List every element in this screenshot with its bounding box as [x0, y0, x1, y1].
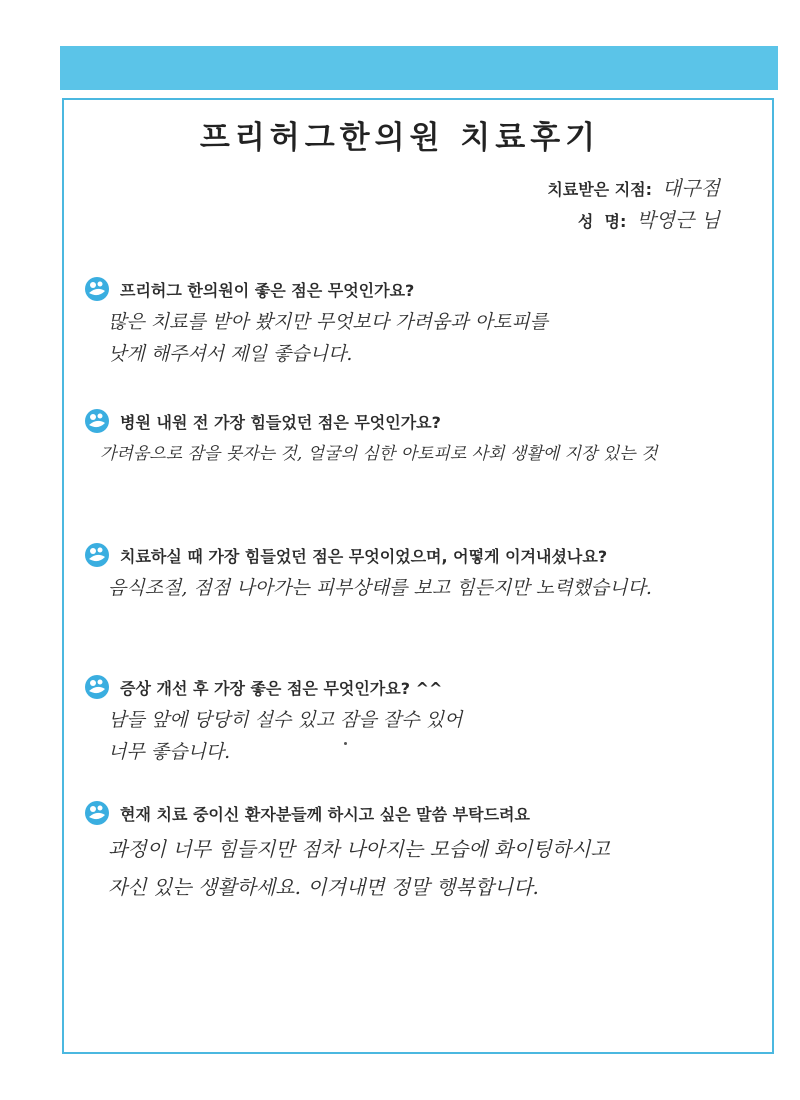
name-row	[578, 204, 720, 233]
stray-mark	[344, 742, 347, 745]
hug-logo-icon	[84, 800, 110, 826]
question-text: 프리허그 한의원이 좋은 점은 무엇인가요?	[120, 280, 415, 300]
hug-logo-icon	[84, 408, 110, 434]
answer-line: 과정이 너무 힘들지만 점차 나아지는 모습에 화이팅하시고	[108, 837, 610, 861]
branch-row	[547, 172, 720, 201]
answer-line: 낫게 해주셔서 제일 좋습니다.	[108, 343, 353, 365]
question-text: 치료하실 때 가장 힘들었던 점은 무엇이었으며, 어떻게 이겨내셨나요?	[120, 546, 608, 566]
top-color-band	[60, 46, 778, 90]
answer-line: 많은 치료를 받아 봤지만 무엇보다 가려움과 아토피를	[108, 311, 549, 333]
name-label: 성 명:	[577, 212, 627, 231]
answer-line: 자신 있는 생활하세요. 이겨내면 정말 행복합니다.	[108, 875, 539, 899]
answer-text	[108, 830, 724, 906]
hug-logo-icon	[84, 674, 110, 700]
answer-line: 너무 좋습니다.	[108, 741, 231, 763]
qa-section-5	[84, 800, 724, 906]
branch-label: 치료받은 지점:	[547, 180, 653, 199]
branch-value: 대구점	[662, 176, 720, 200]
question-text: 현재 치료 중이신 환자분들께 하시고 싶은 말씀 부탁드려요	[120, 804, 530, 824]
hug-logo-icon	[84, 542, 110, 568]
hug-logo-icon	[84, 276, 110, 302]
answer-text	[100, 438, 724, 470]
answer-line: 음식조절, 점점 나아가는 피부상태를 보고 힘든지만 노력했습니다.	[108, 577, 652, 599]
qa-section-2	[84, 408, 724, 470]
name-value: 박영근 님	[636, 208, 720, 232]
qa-section-3	[84, 542, 724, 604]
answer-text	[108, 572, 724, 604]
answer-line: 남들 앞에 당당히 설수 있고 잠을 잘수 있어	[108, 709, 463, 731]
answer-text	[108, 306, 724, 370]
answer-line: 가려움으로 잠을 못자는 것, 얼굴의 심한 아토피로 사회 생활에 지장 있는 것	[100, 444, 658, 464]
question-text: 병원 내원 전 가장 힘들었던 점은 무엇인가요?	[120, 412, 441, 432]
answer-text	[108, 704, 724, 768]
qa-section-4	[84, 674, 724, 768]
qa-section-1	[84, 276, 724, 370]
question-text: 증상 개선 후 가장 좋은 점은 무엇인가요? ^^	[120, 678, 443, 698]
page-title: 프리허그한의원 치료후기	[199, 120, 601, 156]
